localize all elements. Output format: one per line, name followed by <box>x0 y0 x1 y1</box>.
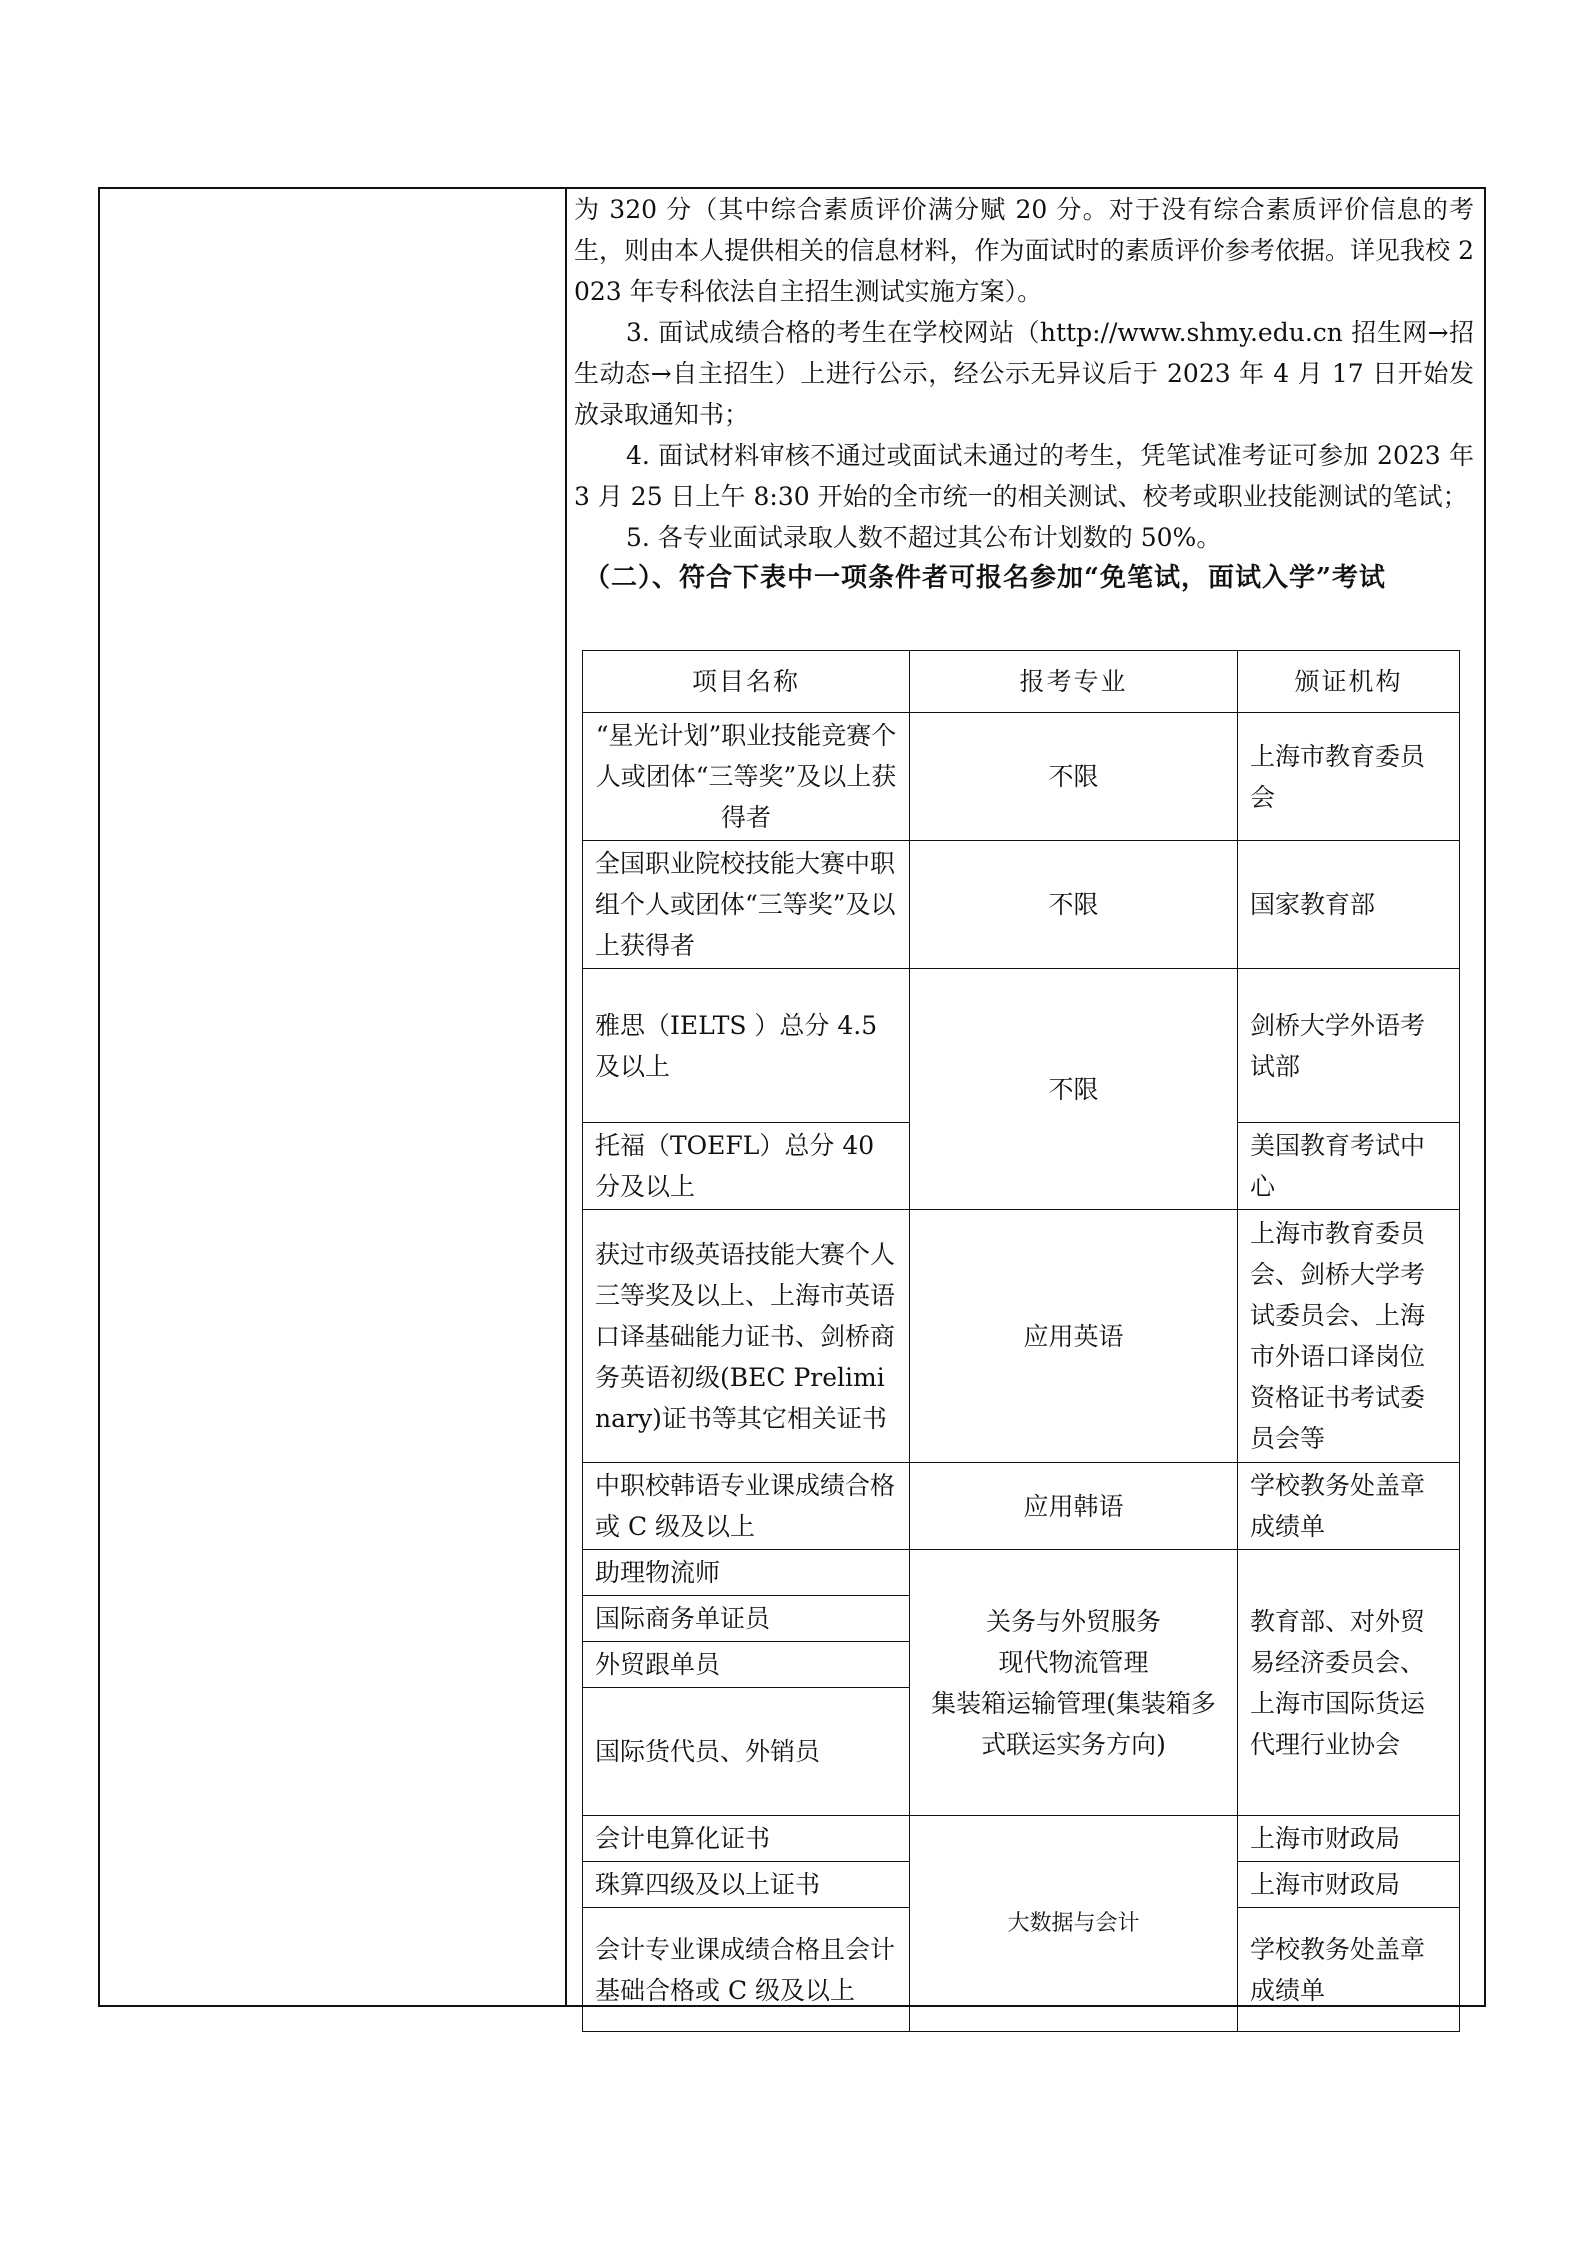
major-cell: 大数据与会计 <box>910 1816 1238 2032</box>
major-cell: 关务与外贸服务 现代物流管理 集装箱运输管理(集装箱多式联运实务方向) <box>910 1550 1238 1816</box>
issuer-cell: 学校教务处盖章成绩单 <box>1238 1908 1460 2032</box>
paragraph-written-test: 4. 面试材料审核不通过或面试未通过的考生，凭笔试准考证可参加 2023 年 3 月 25 日上午 8:30 开始的全市统一的相关测试、校考或职业技能测试的笔试； <box>574 441 1474 511</box>
major-cell: 应用英语 <box>910 1210 1238 1463</box>
header-item: 项目名称 <box>583 651 910 713</box>
major-cell: 不限 <box>910 841 1238 969</box>
table-header-row <box>583 651 1460 713</box>
issuer-cell: 上海市教育委员会 <box>1238 713 1460 841</box>
item-cell: 珠算四级及以上证书 <box>583 1862 910 1908</box>
item-cell: 中职校韩语专业课成绩合格或 C 级及以上 <box>583 1463 910 1550</box>
table-row <box>583 1210 1460 1463</box>
exemption-table <box>582 650 1460 2032</box>
item-cell: 全国职业院校技能大赛中职组个人或团体“三等奖”及以上获得者 <box>583 841 910 969</box>
item-cell: 雅思（IELTS ）总分 4.5 及以上 <box>583 969 910 1123</box>
item-cell: 会计电算化证书 <box>583 1816 910 1862</box>
table-row <box>583 1816 1460 1862</box>
major-cell: 不限 <box>910 969 1238 1210</box>
table-row <box>583 969 1460 1123</box>
issuer-cell: 上海市教育委员会、剑桥大学考试委员会、上海市外语口译岗位资格证书考试委员会等 <box>1238 1210 1460 1463</box>
right-column-content <box>574 189 1474 599</box>
table-row <box>583 713 1460 841</box>
table-row <box>583 1550 1460 1596</box>
issuer-cell: 上海市财政局 <box>1238 1862 1460 1908</box>
major-cell: 应用韩语 <box>910 1463 1238 1550</box>
major-cell: 不限 <box>910 713 1238 841</box>
header-issuer: 颁证机构 <box>1238 651 1460 713</box>
item-cell: 获过市级英语技能大赛个人三等奖及以上、上海市英语口译基础能力证书、剑桥商务英语初级(BEC Preliminary)证书等其它相关证书 <box>583 1210 910 1463</box>
table-row <box>583 1463 1460 1550</box>
issuer-cell: 学校教务处盖章成绩单 <box>1238 1463 1460 1550</box>
header-major: 报考专业 <box>910 651 1238 713</box>
item-cell: 托福（TOEFL）总分 40 分及以上 <box>583 1123 910 1210</box>
item-cell: 国际商务单证员 <box>583 1596 910 1642</box>
item-cell: 会计专业课成绩合格且会计基础合格或 C 级及以上 <box>583 1908 910 2032</box>
issuer-cell: 国家教育部 <box>1238 841 1460 969</box>
issuer-cell: 上海市财政局 <box>1238 1816 1460 1862</box>
issuer-cell: 剑桥大学外语考试部 <box>1238 969 1460 1123</box>
paragraph-quota: 5. 各专业面试录取人数不超过其公布计划数的 50%。 <box>626 523 1222 552</box>
column-divider <box>565 189 567 2005</box>
item-cell: “星光计划”职业技能竞赛个人或团体“三等奖”及以上获得者 <box>583 713 910 841</box>
paragraph-score: 为 320 分（其中综合素质评价满分赋 20 分。对于没有综合素质评价信息的考生，则由本人提供相关的信息材料，作为面试时的素质评价参考依据。详见我校 2023 年专科依法自主招生测试实施方案）。 <box>574 195 1474 306</box>
issuer-cell: 美国教育考试中心 <box>1238 1123 1460 1210</box>
paragraph-publicity: 3. 面试成绩合格的考生在学校网站（http://www.shmy.edu.cn 招生网→招生动态→自主招生）上进行公示，经公示无异议后于 2023 年 4 月 17 日开始发放录取通知书； <box>574 318 1474 429</box>
item-cell: 国际货代员、外销员 <box>583 1688 910 1816</box>
section-heading: （二）、符合下表中一项条件者可报名参加“免笔试，面试入学”考试 <box>584 563 1386 593</box>
item-cell: 助理物流师 <box>583 1550 910 1596</box>
item-cell: 外贸跟单员 <box>583 1642 910 1688</box>
issuer-cell: 教育部、对外贸易经济委员会、上海市国际货运代理行业协会 <box>1238 1550 1460 1816</box>
table-row <box>583 841 1460 969</box>
